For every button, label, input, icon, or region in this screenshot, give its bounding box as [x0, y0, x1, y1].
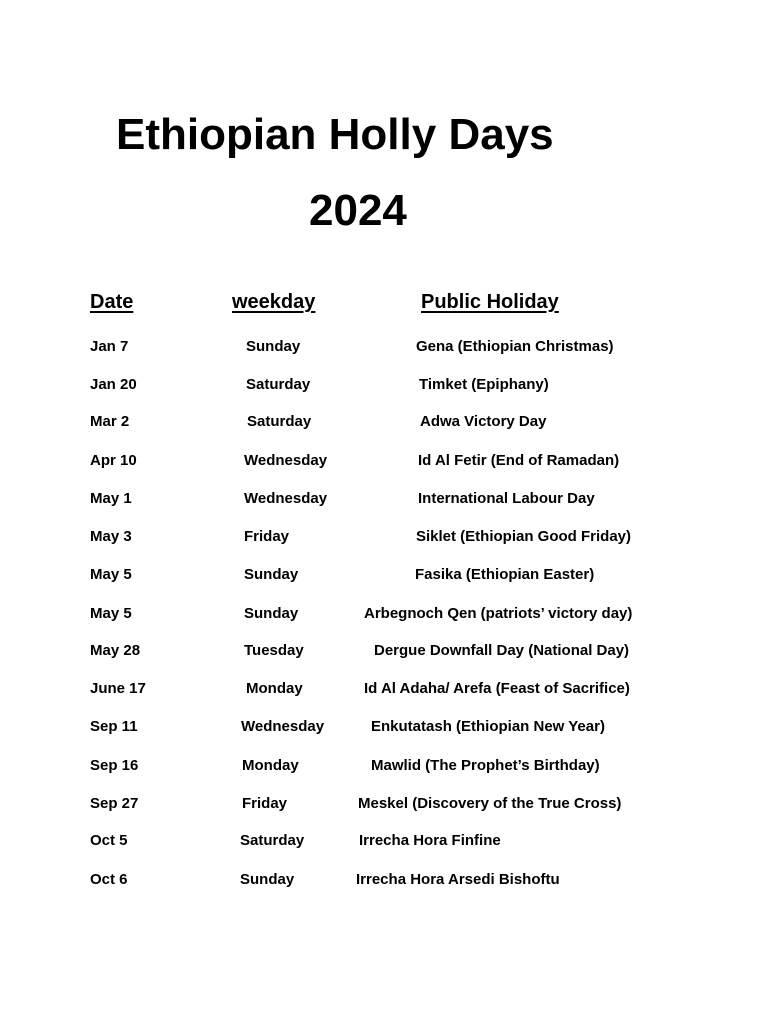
holiday-date: Jan 20 — [90, 376, 137, 393]
holiday-date: May 1 — [90, 490, 132, 507]
holiday-name: Id Al Fetir (End of Ramadan) — [418, 452, 620, 469]
holiday-name: Mawlid (The Prophet’s Birthday) — [371, 757, 600, 774]
column-header-date: Date — [90, 291, 134, 313]
holiday-row — [0, 758, 768, 778]
holiday-weekday: Saturday — [246, 376, 311, 393]
holiday-row — [0, 833, 768, 853]
holiday-weekday: Wednesday — [241, 718, 325, 735]
holiday-name: Irrecha Hora Arsedi Bishoftu — [356, 871, 560, 888]
column-header-weekday: weekday — [232, 291, 316, 313]
holiday-date: Sep 27 — [90, 795, 139, 812]
holiday-row — [0, 643, 768, 663]
holiday-row — [0, 796, 768, 816]
holiday-row — [0, 491, 768, 511]
holiday-row — [0, 529, 768, 549]
holiday-name: Adwa Victory Day — [420, 413, 547, 430]
holiday-date: Mar 2 — [90, 413, 130, 430]
holiday-name: Enkutatash (Ethiopian New Year) — [371, 718, 605, 735]
holiday-name: International Labour Day — [418, 490, 595, 507]
holiday-name: Arbegnoch Qen (patriots’ victory day) — [364, 605, 633, 622]
holiday-date: May 3 — [90, 528, 132, 545]
holiday-weekday: Tuesday — [244, 642, 304, 659]
holiday-row — [0, 567, 768, 587]
holiday-row — [0, 719, 768, 739]
holiday-row — [0, 606, 768, 626]
holiday-weekday: Monday — [242, 757, 299, 774]
holiday-weekday: Wednesday — [244, 452, 328, 469]
holiday-row — [0, 872, 768, 892]
column-header-public-holiday: Public Holiday — [421, 291, 559, 313]
holiday-row — [0, 414, 768, 434]
holiday-date: May 5 — [90, 566, 132, 583]
holiday-row — [0, 681, 768, 701]
holiday-name: Timket (Epiphany) — [419, 376, 549, 393]
page-title-year: 2024 — [309, 186, 407, 235]
holiday-name: Id Al Adaha/ Arefa (Feast of Sacrifice) — [364, 680, 630, 697]
holiday-weekday: Sunday — [244, 605, 299, 622]
holiday-date: Oct 5 — [90, 832, 128, 849]
holiday-row — [0, 377, 768, 397]
holiday-name: Dergue Downfall Day (National Day) — [374, 642, 630, 659]
holiday-weekday: Saturday — [247, 413, 312, 430]
holiday-name: Fasika (Ethiopian Easter) — [415, 566, 595, 583]
holiday-row — [0, 339, 768, 359]
holiday-date: Apr 10 — [90, 452, 137, 469]
holiday-row — [0, 453, 768, 473]
holiday-weekday: Monday — [246, 680, 303, 697]
holiday-date: May 5 — [90, 605, 132, 622]
holiday-weekday: Friday — [244, 528, 290, 545]
holiday-date: June 17 — [90, 680, 146, 697]
holiday-weekday: Sunday — [244, 566, 299, 583]
holiday-name: Meskel (Discovery of the True Cross) — [358, 795, 622, 812]
holiday-date: Oct 6 — [90, 871, 128, 888]
holiday-name: Irrecha Hora Finfine — [359, 832, 501, 849]
holiday-date: May 28 — [90, 642, 141, 659]
holiday-weekday: Friday — [242, 795, 288, 812]
holiday-date: Sep 16 — [90, 757, 139, 774]
holiday-name: Gena (Ethiopian Christmas) — [416, 338, 614, 355]
holiday-weekday: Wednesday — [244, 490, 328, 507]
holiday-weekday: Sunday — [246, 338, 301, 355]
holiday-date: Sep 11 — [90, 718, 138, 735]
holiday-weekday: Sunday — [240, 871, 295, 888]
page-title: Ethiopian Holly Days — [116, 110, 554, 159]
holiday-weekday: Saturday — [240, 832, 305, 849]
holiday-date: Jan 7 — [90, 338, 129, 355]
holiday-name: Siklet (Ethiopian Good Friday) — [416, 528, 632, 545]
